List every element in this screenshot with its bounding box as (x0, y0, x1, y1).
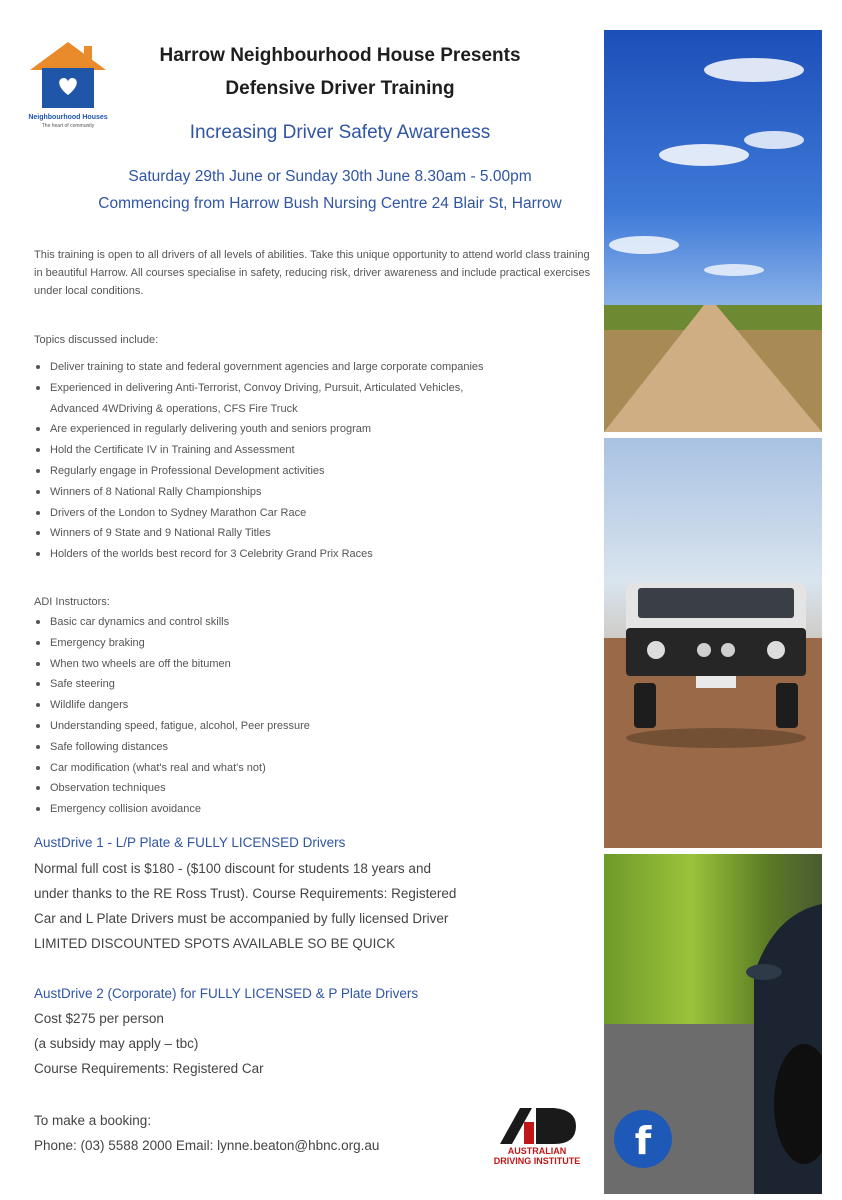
intro-paragraph: This training is open to all drivers of all levels of abilities. Take this unique opportunity to attend world class training in beautiful Harrow. All courses specialise in safety, reducing risk, driver awareness and include practical exercises under local conditions. (34, 249, 591, 297)
truck-illustration (604, 438, 822, 848)
list-item: Basic car dynamics and control skills (34, 612, 594, 633)
facebook-icon[interactable]: f (614, 1110, 672, 1168)
list-item: Understanding speed, fatigue, alcohol, Peer pressure (34, 716, 594, 737)
logo-tagline: The heart of community (41, 123, 95, 129)
list-item: Drivers of the London to Sydney Marathon Car Race (34, 503, 594, 524)
adi-logo-line1: AUSTRALIAN (507, 1146, 567, 1156)
list-item: Regularly engage in Professional Development activities (34, 461, 594, 482)
list-item: Observation techniques (34, 778, 594, 799)
adi-road-icon (492, 1104, 582, 1146)
austdrive2-heading: AustDrive 2 (Corporate) for FULLY LICENSED & P Plate Drivers (34, 986, 419, 1001)
list-item-continuation: Advanced 4WDriving & operations, CFS Fire Truck (50, 402, 298, 415)
page-title-line2: Defensive Driver Training (225, 78, 455, 99)
list-item: Are experienced in regularly delivering youth and seniors program (34, 419, 594, 440)
instructors-list (34, 612, 594, 820)
list-item: Winners of 8 National Rally Championships (34, 482, 594, 503)
australian-driving-institute-logo (492, 1104, 582, 1174)
photo-column (604, 30, 822, 1194)
austdrive1-line: Normal full cost is $180 - ($100 discount for students 18 years and (34, 861, 431, 876)
list-item: Winners of 9 State and 9 National Rally Titles (34, 523, 594, 544)
road-sky-photo (604, 30, 822, 432)
list-item: Experienced in delivering Anti-Terrorist, Convoy Driving, Pursuit, Articulated Vehicles, Advanced 4WDriving & operations, CFS Fire Truck (34, 378, 594, 420)
booking-contact: Phone: (03) 5588 2000 Email: lynne.beaton@hbnc.org.au (34, 1138, 380, 1153)
page-subtitle: Increasing Driver Safety Awareness (189, 122, 491, 143)
austdrive1-body (34, 856, 594, 956)
list-item: Safe following distances (34, 737, 594, 758)
list-item: Emergency braking (34, 633, 594, 654)
austdrive1-heading: AustDrive 1 - L/P Plate & FULLY LICENSED Drivers (34, 835, 346, 850)
booking-label: To make a booking: (34, 1113, 152, 1128)
adi-logo-line2: DRIVING INSTITUTE (493, 1156, 581, 1166)
list-item: Car modification (what's real and what's not) (34, 758, 594, 779)
list-item: When two wheels are off the bitumen (34, 654, 594, 675)
list-item: Deliver training to state and federal government agencies and large corporate companies (34, 357, 594, 378)
austdrive2-line: Course Requirements: Registered Car (34, 1061, 264, 1076)
list-item: Holders of the worlds best record for 3 Celebrity Grand Prix Races (34, 544, 594, 565)
austdrive1-line: under thanks to the RE Ross Trust). Course Requirements: Registered (34, 886, 457, 901)
event-location: Commencing from Harrow Bush Nursing Centre 24 Blair St, Harrow (98, 195, 562, 212)
road-sky-illustration (604, 30, 822, 432)
truck-photo (604, 438, 822, 848)
austdrive2-line: Cost $275 per person (34, 1011, 164, 1026)
topics-list (34, 357, 594, 565)
list-item: Hold the Certificate IV in Training and Assessment (34, 440, 594, 461)
austdrive1-line: Car and L Plate Drivers must be accompanied by fully licensed Driver (34, 911, 449, 926)
topics-label: Topics discussed include: (34, 334, 159, 346)
list-item: Emergency collision avoidance (34, 799, 594, 820)
austdrive2-line: (a subsidy may apply – tbc) (34, 1036, 199, 1051)
logo-name: Neighbourhood Houses (28, 114, 108, 121)
booking-info (34, 1108, 379, 1158)
austdrive1-line: LIMITED DISCOUNTED SPOTS AVAILABLE SO BE QUICK (34, 936, 396, 951)
austdrive2-body (34, 1006, 594, 1081)
instructors-label: ADI Instructors: (34, 596, 110, 608)
list-item: Safe steering (34, 674, 594, 695)
page-title-line1: Harrow Neighbourhood House Presents (159, 45, 521, 66)
list-item: Wildlife dangers (34, 695, 594, 716)
event-dates: Saturday 29th June or Sunday 30th June 8.30am - 5.00pm (128, 168, 532, 185)
